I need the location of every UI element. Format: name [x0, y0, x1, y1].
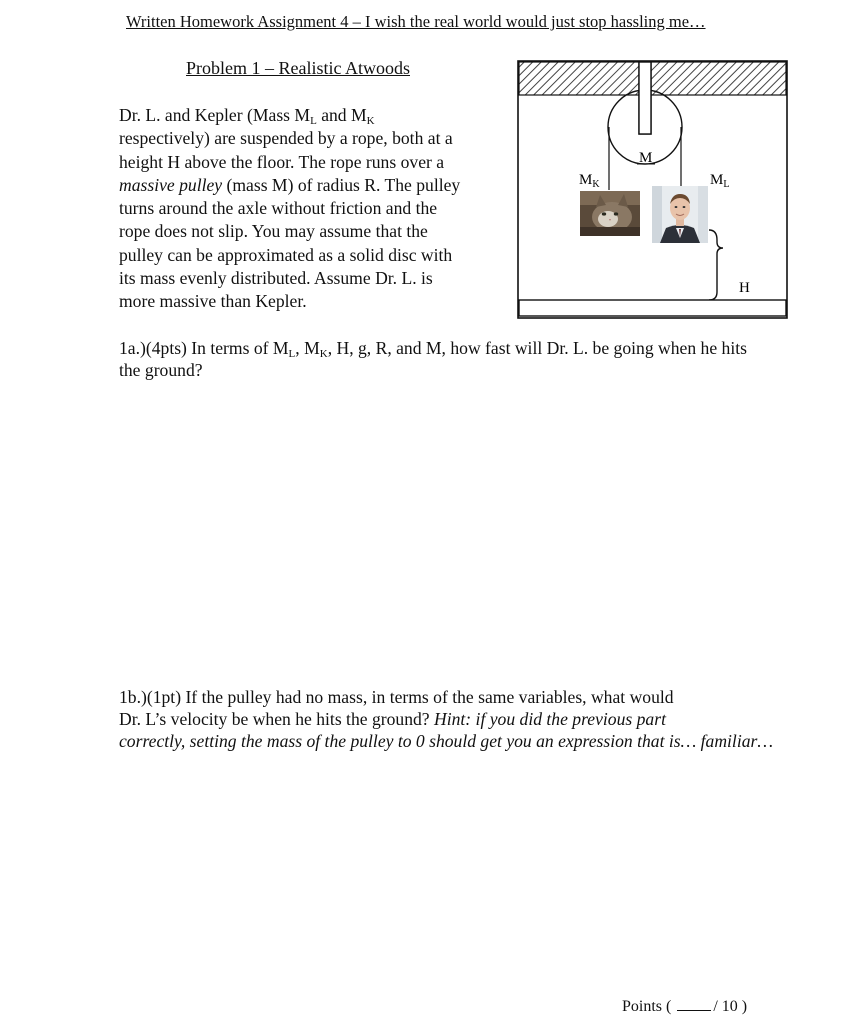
dr-l-photo: [652, 186, 708, 243]
description-line-6: rope does not slip. You may assume that the: [119, 221, 428, 242]
question-1a: 1a.)(4pts) In terms of $M_L$, $M_K$, H, g, R, and M, how fast will Dr. L. be going when he hits the ground?: [119, 338, 747, 380]
kepler-mass-label: $M_K$: [579, 172, 600, 190]
kepler-cat-photo: [580, 191, 640, 236]
problem-description: [119, 104, 514, 314]
hint-text-continued: correctly, setting the mass of the pulley to 0 should get you an expression that is… familiar…: [119, 731, 774, 751]
floor: [519, 300, 786, 316]
hint-text: Hint: if you did the previous part: [434, 709, 666, 729]
height-brace: [709, 230, 723, 300]
description-line-9: more massive than Kepler.: [119, 291, 307, 312]
description-line-2: respectively) are suspended by a rope, both at a: [119, 128, 453, 149]
description-line-4: massive pulley (mass M) of radius R. The pulley: [119, 174, 461, 195]
assignment-title: Written Homework Assignment 4 – I wish the real world would just stop hassling me…: [126, 12, 706, 31]
points-blank[interactable]: [677, 998, 711, 1011]
points-field: Points ( / 10 ): [622, 998, 748, 1015]
problem-title: Problem 1 – Realistic Atwoods: [186, 58, 410, 78]
description-line-8: its mass evenly distributed. Assume Dr. L. is: [119, 268, 433, 289]
question-1b-line-3: [119, 730, 774, 752]
drl-mass-label: $M_L$: [710, 172, 730, 190]
question-1b-line-2: Dr. L’s velocity be when he hits the ground? Hint: if you did the previous part: [119, 709, 666, 729]
ceiling-hatch: [519, 62, 786, 95]
height-label: H: [739, 280, 750, 296]
description-line-7: pulley can be approximated as a solid disc with: [119, 244, 453, 265]
description-line-1: Dr. L. and Kepler (Mass $M_L$ and $M_K$: [119, 105, 375, 127]
description-line-5: turns around the axle without friction and the: [119, 198, 438, 219]
question-1b: [119, 686, 774, 752]
description-line-3: height H above the floor. The rope runs over a: [119, 151, 445, 172]
massive-pulley-emphasis: massive pulley: [119, 174, 223, 195]
question-1b-line-1: 1b.)(1pt) If the pulley had no mass, in terms of the same variables, what would: [119, 687, 674, 707]
pulley-mass-label: M: [639, 150, 653, 166]
